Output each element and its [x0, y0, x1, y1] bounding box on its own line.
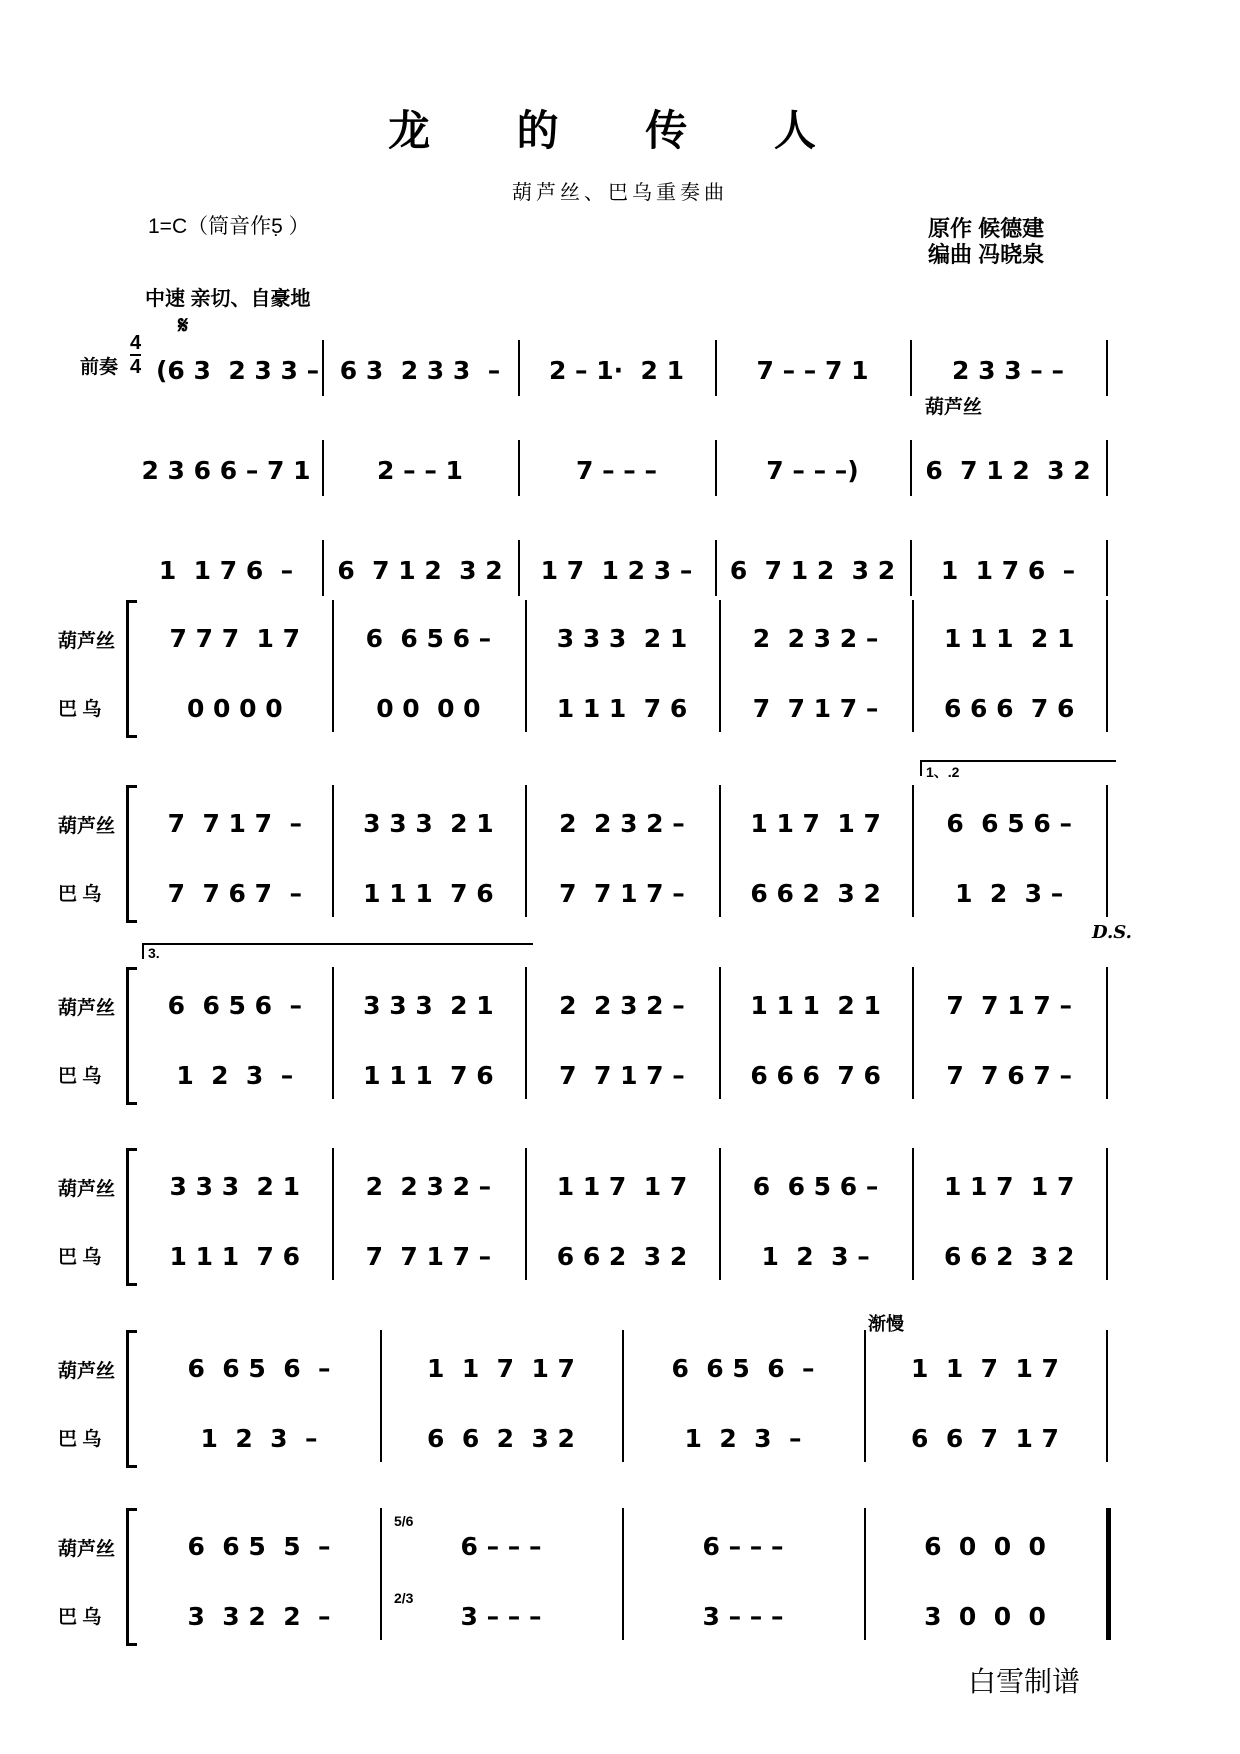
hulusi-measure	[918, 1166, 1100, 1206]
measure-notes: 3 3 3 2 1	[363, 808, 494, 838]
part-label-hulusi: 葫芦丝	[58, 816, 116, 837]
page-subtitle: 葫芦丝、巴乌重奏曲	[512, 182, 728, 204]
measure-notes: 1 2 3 –	[761, 1241, 870, 1271]
bar-line	[719, 600, 721, 732]
measure-notes: 2 3 6 6 – 7 1	[141, 455, 311, 485]
hulusi-measure	[144, 985, 326, 1025]
bar-line	[1106, 540, 1108, 596]
part-label-bawu: 巴 乌	[58, 699, 102, 720]
hulusi-measure	[338, 1166, 520, 1206]
bawu-measure	[338, 1055, 520, 1095]
measure-notes: 6 6 5 5 –	[187, 1531, 331, 1561]
system-bracket	[126, 1148, 137, 1286]
measure-notes: 6 7 1 2 3 2	[925, 455, 1091, 485]
bawu-measure	[338, 1236, 520, 1276]
measure-notes: 2 – – 1	[377, 455, 463, 485]
bar-line	[332, 967, 334, 1099]
measure-notes: 7 7 1 7 –	[559, 1060, 685, 1090]
hulusi-measure	[918, 985, 1100, 1025]
measure-notes: 6 3 2 3 3 –	[339, 355, 501, 385]
measure-notes: 6 6 2 3 2	[943, 1241, 1075, 1271]
bar-line	[715, 340, 717, 396]
measure-notes: 7 7 6 7 –	[946, 1060, 1072, 1090]
measure-notes: 2 2 3 2 –	[365, 1171, 492, 1201]
measure-notes: 7 7 7 1 7	[169, 623, 301, 653]
bar-line	[910, 540, 912, 596]
bar-line	[1106, 967, 1108, 1099]
measure-notes: 3 3 3 2 1	[363, 990, 494, 1020]
bar-line	[864, 1330, 866, 1462]
hulusi-measure	[144, 1348, 374, 1388]
hulusi-measure	[531, 618, 713, 658]
hulusi-measure	[725, 985, 907, 1025]
rit-marking: 渐慢	[868, 1314, 904, 1334]
bar-line	[719, 967, 721, 1099]
measure-notes: 3 0 0 0	[924, 1601, 1046, 1631]
measure-notes: 1 1 7 1 7	[556, 1171, 688, 1201]
bar-line	[518, 340, 520, 396]
bawu-measure	[918, 1055, 1100, 1095]
measure	[914, 350, 1102, 390]
ds-marking: D.S.	[1092, 922, 1132, 943]
measure-notes: 1 1 1 2 1	[943, 623, 1075, 653]
measure-notes: 3 3 3 2 1	[556, 623, 688, 653]
intro-label: 前奏	[80, 357, 119, 378]
system-bracket	[126, 967, 137, 1105]
measure-notes: 6 6 6 7 6	[943, 693, 1075, 723]
bawu-measure	[918, 873, 1100, 913]
measure-notes: 6 0 0 0	[924, 1531, 1046, 1561]
measure-notes: 1 1 7 1 7	[750, 808, 881, 838]
measure-notes: 6 – – –	[702, 1531, 784, 1561]
bar-line	[1106, 600, 1108, 732]
bar-line	[380, 1330, 382, 1462]
measure-notes: 2 – 1· 2 1	[548, 355, 685, 385]
bawu-measure	[918, 688, 1100, 728]
bar-line	[719, 785, 721, 917]
measure-notes: 1 1 1 7 6	[169, 1241, 301, 1271]
hulusi-measure	[870, 1526, 1100, 1566]
part-label-hulusi: 葫芦丝	[58, 1539, 116, 1560]
measure-notes: 3 3 3 2 1	[169, 1171, 301, 1201]
measure-notes: 1 1 7 1 7	[427, 1353, 575, 1383]
measure-notes: 1 1 7 6 –	[158, 555, 294, 585]
measure	[326, 550, 514, 590]
measure-notes: 6 6 5 6 –	[946, 808, 1072, 838]
measure	[156, 350, 318, 390]
bar-line	[864, 1508, 866, 1640]
measure-notes: 7 7 1 7 –	[365, 1241, 492, 1271]
measure-notes: 7 7 6 7 –	[167, 878, 302, 908]
measure-notes: (6 3 2 3 3 –	[156, 355, 320, 385]
measure-notes: 1 2 3 –	[200, 1423, 318, 1453]
measure-notes: 6 6 5 6 –	[187, 1353, 331, 1383]
measure	[326, 450, 514, 490]
measure-notes: 1 1 7 1 7	[943, 1171, 1075, 1201]
bawu-measure	[144, 873, 326, 913]
hulusi-measure	[144, 1166, 326, 1206]
measure	[719, 350, 906, 390]
bawu-measure	[870, 1596, 1100, 1636]
bar-line	[332, 1148, 334, 1280]
bar-line	[622, 1330, 624, 1462]
bar-line	[912, 967, 914, 1099]
measure-notes: 3 – – –	[702, 1601, 784, 1631]
measure-notes: 1 1 1 7 6	[363, 1060, 494, 1090]
hulusi-measure	[338, 803, 520, 843]
bawu-measure	[338, 688, 520, 728]
hulusi-measure	[338, 985, 520, 1025]
hulusi-measure	[870, 1348, 1100, 1388]
measure	[522, 550, 711, 590]
hulusi-measure	[531, 1166, 713, 1206]
bawu-measure	[725, 1236, 907, 1276]
measure-notes: 6 6 5 6 –	[752, 1171, 879, 1201]
composer-credits	[928, 216, 1044, 268]
bar-line	[322, 540, 324, 596]
measure	[719, 550, 906, 590]
system-bracket	[126, 1330, 137, 1468]
hulusi-measure	[725, 803, 907, 843]
bar-line	[910, 440, 912, 496]
bar-line	[715, 540, 717, 596]
measure-notes: 2 2 3 2 –	[752, 623, 879, 653]
measure	[326, 350, 514, 390]
measure-notes: 2 2 3 2 –	[559, 990, 685, 1020]
bar-line	[525, 785, 527, 917]
bawu-measure	[531, 688, 713, 728]
bar-line	[1106, 1508, 1111, 1640]
hulusi-measure	[725, 618, 907, 658]
measure	[914, 550, 1102, 590]
bar-line	[525, 1148, 527, 1280]
measure	[522, 350, 711, 390]
bawu-measure	[628, 1596, 858, 1636]
grace-fraction-hulusi: 5/6	[394, 1513, 414, 1529]
measure-notes: 7 7 1 7 –	[167, 808, 302, 838]
measure-notes: 6 6 5 6 –	[671, 1353, 815, 1383]
hulusi-measure	[628, 1348, 858, 1388]
bawu-measure	[870, 1418, 1100, 1458]
bar-line	[1106, 1148, 1108, 1280]
hulusi-measure	[918, 618, 1100, 658]
bawu-measure	[628, 1418, 858, 1458]
bar-line	[525, 967, 527, 1099]
segno-sign: 𝄋	[178, 312, 189, 339]
system-bracket	[126, 1508, 137, 1646]
measure-notes: 6 6 2 3 2	[556, 1241, 688, 1271]
hulusi-measure	[918, 803, 1100, 843]
part-label-bawu: 巴 乌	[58, 1066, 102, 1087]
measure-notes: 1 1 7 6 –	[940, 555, 1076, 585]
measure-notes: 1 2 3 –	[684, 1423, 802, 1453]
part-label-hulusi: 葫芦丝	[58, 998, 116, 1019]
part-label-bawu: 巴 乌	[58, 884, 102, 905]
measure-notes: 6 – – –	[460, 1531, 542, 1561]
measure-notes: 1 2 3 –	[176, 1060, 294, 1090]
measure-notes: 7 7 1 7 –	[752, 693, 879, 723]
bar-line	[380, 1508, 382, 1640]
hulusi-measure	[386, 1348, 616, 1388]
bawu-measure	[725, 688, 907, 728]
measure	[134, 550, 318, 590]
measure-notes: 1 1 1 2 1	[750, 990, 881, 1020]
composer-original: 原作 候德建	[928, 216, 1045, 241]
bar-line	[1106, 440, 1108, 496]
bawu-measure	[144, 1596, 374, 1636]
measure-notes: 6 6 6 7 6	[750, 1060, 881, 1090]
bar-line	[332, 600, 334, 732]
measure-notes: 6 6 2 3 2	[427, 1423, 575, 1453]
measure-notes: 7 – – –	[575, 455, 657, 485]
bawu-measure	[386, 1596, 616, 1636]
bar-line	[322, 340, 324, 396]
measure-notes: 6 7 1 2 3 2	[729, 555, 896, 585]
measure	[914, 450, 1102, 490]
measure	[522, 450, 711, 490]
bar-line	[715, 440, 717, 496]
bawu-measure	[725, 1055, 907, 1095]
bawu-measure	[531, 1055, 713, 1095]
measure-notes: 1 1 7 1 7	[911, 1353, 1059, 1383]
system-bracket	[126, 600, 137, 738]
measure-notes: 3 – – –	[460, 1601, 542, 1631]
bar-line	[1106, 1330, 1108, 1462]
hulusi-cue: 葫芦丝	[925, 397, 983, 418]
measure-notes: 7 7 1 7 –	[946, 990, 1072, 1020]
hulusi-measure	[628, 1526, 858, 1566]
measure-notes: 6 6 2 3 2	[750, 878, 881, 908]
page-title: 龙 的 传 人	[388, 106, 852, 155]
bar-line	[1106, 785, 1108, 917]
bawu-measure	[531, 1236, 713, 1276]
bar-line	[525, 600, 527, 732]
composer-arranger: 编曲 冯晓泉	[928, 242, 1045, 267]
bawu-measure	[725, 873, 907, 913]
hulusi-measure	[144, 618, 326, 658]
system-bracket	[126, 785, 137, 923]
measure-notes: 3 3 2 2 –	[187, 1601, 331, 1631]
volta-3: 3.	[142, 943, 533, 959]
hulusi-measure	[725, 1166, 907, 1206]
bar-line	[518, 540, 520, 596]
measure-notes: 7 – – –)	[766, 455, 859, 485]
bawu-measure	[386, 1418, 616, 1458]
bar-line	[332, 785, 334, 917]
part-label-bawu: 巴 乌	[58, 1247, 102, 1268]
bar-line	[322, 440, 324, 496]
grace-fraction-bawu: 2/3	[394, 1590, 414, 1606]
measure-notes: 6 6 7 1 7	[911, 1423, 1059, 1453]
measure-notes: 1 1 1 7 6	[363, 878, 494, 908]
part-label-bawu: 巴 乌	[58, 1429, 102, 1450]
key-signature: 1=C（筒音作5̣ ）	[148, 215, 310, 238]
bawu-measure	[144, 688, 326, 728]
bawu-measure	[144, 1055, 326, 1095]
hulusi-measure	[338, 618, 520, 658]
bar-line	[622, 1508, 624, 1640]
hulusi-measure	[531, 985, 713, 1025]
bawu-measure	[144, 1418, 374, 1458]
tempo-marking: 中速 亲切、自豪地	[145, 288, 311, 310]
part-label-hulusi: 葫芦丝	[58, 631, 116, 652]
measure-notes: 2 2 3 2 –	[559, 808, 685, 838]
part-label-bawu: 巴 乌	[58, 1607, 102, 1628]
bar-line	[912, 1148, 914, 1280]
bar-line	[719, 1148, 721, 1280]
part-label-hulusi: 葫芦丝	[58, 1361, 116, 1382]
measure	[134, 450, 318, 490]
bar-line	[912, 600, 914, 732]
measure-notes: 7 – – 7 1	[756, 355, 869, 385]
measure-notes: 7 7 1 7 –	[559, 878, 685, 908]
bar-line	[518, 440, 520, 496]
measure-notes: 1 1 1 7 6	[556, 693, 688, 723]
measure-notes: 0 0 0 0	[376, 693, 481, 723]
hulusi-measure	[531, 803, 713, 843]
time-signature: 4 4	[130, 332, 142, 378]
bawu-measure	[531, 873, 713, 913]
hulusi-measure	[144, 803, 326, 843]
hulusi-measure	[144, 1526, 374, 1566]
measure-notes: 2 3 3 – –	[952, 355, 1064, 385]
bawu-measure	[144, 1236, 326, 1276]
measure	[719, 450, 906, 490]
bar-line	[912, 785, 914, 917]
volta-1-2: 1、.2	[920, 760, 1116, 776]
bawu-measure	[918, 1236, 1100, 1276]
part-label-hulusi: 葫芦丝	[58, 1179, 116, 1200]
hulusi-measure	[386, 1526, 616, 1566]
measure-notes: 1 7 1 2 3 –	[540, 555, 693, 585]
measure-notes: 1 2 3 –	[955, 878, 1064, 908]
measure-notes: 6 7 1 2 3 2	[337, 555, 503, 585]
measure-notes: 0 0 0 0	[186, 693, 283, 723]
measure-notes: 6 6 5 6 –	[167, 990, 302, 1020]
bar-line	[1106, 340, 1108, 396]
measure-notes: 6 6 5 6 –	[365, 623, 492, 653]
bar-line	[910, 340, 912, 396]
bawu-measure	[338, 873, 520, 913]
footer-credit: 白雪制谱	[968, 1665, 1081, 1698]
